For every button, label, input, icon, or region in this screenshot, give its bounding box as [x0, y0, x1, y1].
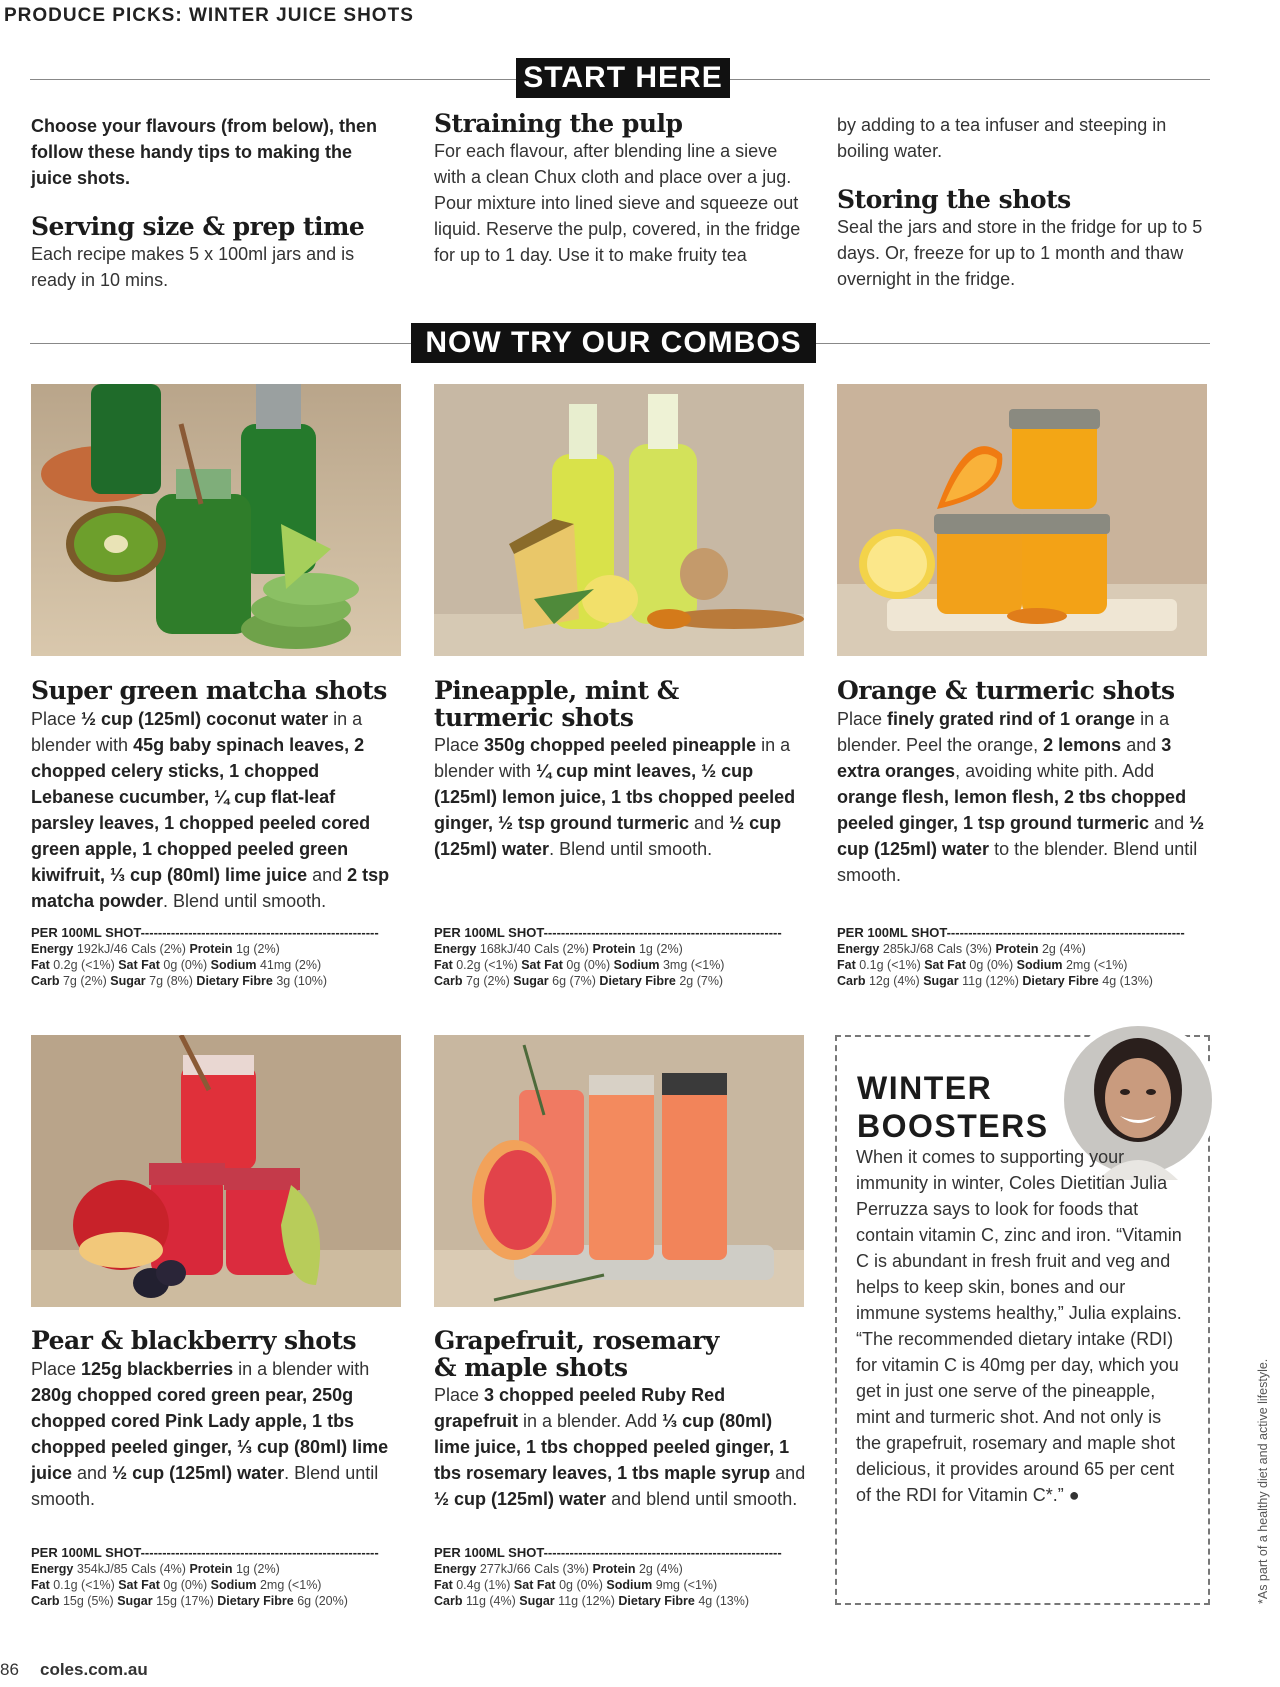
ingredient-text: 45g baby spinach leaves, 2 chopped celery sticks, 1 chopped Lebanese cucumber, ¼ cup flat-leaf parsley leaves, 1 chopped peeled cored green apple, 1 chopped peeled green kiwifruit, ⅓ cup (80ml) lime juice	[31, 735, 371, 885]
fibre-value: 4g (13%)	[698, 1594, 750, 1608]
method-text: in a blender. Add	[518, 1411, 663, 1431]
serving-title: Serving size & prep time	[31, 212, 365, 241]
energy-value: 277kJ/66 Cals (3%)	[479, 1562, 589, 1576]
energy-value: 354kJ/85 Cals (4%)	[76, 1562, 186, 1576]
energy-value: 168kJ/40 Cals (2%)	[479, 942, 589, 956]
method-text: . Blend until smooth.	[31, 1463, 379, 1509]
energy-value: 285kJ/68 Cals (3%)	[882, 942, 992, 956]
protein-value: 2g (4%)	[638, 1562, 683, 1576]
recipe-method	[31, 1356, 401, 1512]
sugar-value: 15g (17%)	[156, 1594, 214, 1608]
serving-body: Each recipe makes 5 x 100ml jars and is ready in 10 mins.	[31, 244, 355, 290]
fat-value: 0.2g (<1%)	[456, 958, 518, 972]
sat-fat-value: 0g (0%)	[969, 958, 1014, 972]
recipe-method	[434, 1382, 806, 1512]
method-text: and blend until smooth.	[606, 1489, 798, 1509]
carb-value: 12g (4%)	[868, 974, 920, 988]
protein-value: 2g (4%)	[1041, 942, 1086, 956]
page-number: 86	[0, 1660, 19, 1679]
recipe-method	[31, 706, 401, 914]
fibre-value: 3g (10%)	[276, 974, 328, 988]
straining-body: For each flavour, after blending line a sieve with a clean Chux cloth and place over a jug. Pour mixture into lined sieve and squeeze out liquid. Reserve the pulp, covered, in the fridge for up to 1 day. Use it to make fruity tea	[434, 141, 801, 265]
orange-shots-photo	[837, 384, 1207, 656]
method-text: Place	[434, 735, 485, 755]
method-text: in a blender with	[31, 709, 363, 755]
straining-title: Straining the pulp	[434, 109, 683, 138]
sat-fat-value: 0g (0%)	[163, 1578, 208, 1592]
method-text: . Blend until smooth.	[549, 839, 713, 859]
sat-fat-value: 0g (0%)	[566, 958, 611, 972]
ingredient-text: ½ cup (125ml) water	[434, 813, 782, 859]
sodium-value: 2mg (<1%)	[259, 1578, 322, 1592]
sodium-value: 3mg (<1%)	[662, 958, 725, 972]
nutrition-label: PER 100ML SHOT	[31, 925, 141, 940]
protein-value: 1g (2%)	[638, 942, 683, 956]
recipe-method	[434, 732, 804, 862]
pear-shots-photo	[31, 1035, 401, 1307]
sugar-value: 7g (8%)	[149, 974, 193, 988]
ingredient-text: ¼ cup mint leaves, ½ cup (125ml) lemon juice, 1 tbs chopped peeled ginger, ½ tsp ground turmeric	[434, 761, 796, 833]
fibre-value: 2g (7%)	[679, 974, 724, 988]
ingredient-text: 3 extra oranges	[837, 735, 1172, 781]
fibre-value: 6g (20%)	[297, 1594, 348, 1608]
sugar-value: 11g (12%)	[558, 1594, 615, 1608]
method-text: and	[1121, 735, 1162, 755]
energy-value: 192kJ/46 Cals (2%)	[76, 942, 186, 956]
ingredient-text: ½ cup (125ml) water	[112, 1463, 285, 1483]
fibre-value: 4g (13%)	[1102, 974, 1153, 988]
recipe-title: Orange & turmeric shots	[837, 676, 1175, 705]
footer-site: coles.com.au	[40, 1660, 148, 1679]
nutrition-label: PER 100ML SHOT	[31, 1545, 141, 1560]
method-text: Place	[837, 709, 888, 729]
section-header: PRODUCE PICKS: WINTER JUICE SHOTS	[4, 5, 414, 26]
method-text: and	[689, 813, 730, 833]
sodium-value: 9mg (<1%)	[655, 1578, 718, 1592]
ingredient-text: ½ cup (125ml) water	[837, 813, 1205, 859]
carb-value: 15g (5%)	[62, 1594, 114, 1608]
method-text: . Blend until smooth.	[163, 891, 327, 911]
side-footnote: *As part of a healthy diet and active lifestyle.	[1256, 1358, 1270, 1604]
nutrition-panel: PER 100ML SHOT------------------------------------------------------- Energy 354kJ/85 Cals (4%) Protein 1g (2%) Fat 0.1g (<1%) Sat Fat 0g (0%) Sodium 2mg (<1%) Carb 15g (5%) Sugar 15g (17%) Dietary Fibre 6g (20%)	[31, 1545, 379, 1608]
fat-value: 0.1g (<1%)	[53, 1578, 115, 1592]
method-text: and	[72, 1463, 113, 1483]
method-text: and	[307, 865, 348, 885]
sugar-value: 6g (7%)	[552, 974, 596, 988]
recipe-title: Super green matcha shots	[31, 676, 387, 705]
method-text: Place	[434, 1385, 485, 1405]
method-text: to the blender. Blend until smooth.	[837, 839, 1198, 885]
intro-text: Choose your flavours (from below), then follow these handy tips to making the juice shots.	[31, 116, 378, 188]
ingredient-text: 2 lemons	[1043, 735, 1122, 755]
ingredient-text: ⅓ cup (80ml) lime juice, 1 tbs chopped peeled ginger, 1 tbs rosemary leaves, 1 tbs maple syrup	[434, 1411, 790, 1483]
sodium-value: 41mg (2%)	[259, 958, 322, 972]
method-text: in a blender with	[434, 735, 791, 781]
method-text: and	[1149, 813, 1190, 833]
method-text: in a blender with	[233, 1359, 370, 1379]
fat-value: 0.1g (<1%)	[859, 958, 921, 972]
ingredient-text: orange flesh, lemon flesh, 2 tbs chopped peeled ginger, 1 tsp ground turmeric	[837, 787, 1187, 833]
carb-value: 7g (2%)	[465, 974, 510, 988]
nutrition-label: PER 100ML SHOT	[837, 925, 947, 940]
storing-body: Seal the jars and store in the fridge for up to 5 days. Or, freeze for up to 1 month and thaw overnight in the fridge.	[837, 217, 1203, 289]
carb-value: 7g (2%)	[62, 974, 107, 988]
ingredient-text: 280g chopped cored green pear, 250g chopped cored Pink Lady apple, 1 tbs chopped peeled ginger, ⅓ cup (80ml) lime juice	[31, 1385, 389, 1483]
recipe-title: Pear & blackberry shots	[31, 1326, 357, 1355]
nutrition-panel: PER 100ML SHOT------------------------------------------------------- Energy 285kJ/68 Cals (3%) Protein 2g (4%) Fat 0.1g (<1%) Sat Fat 0g (0%) Sodium 2mg (<1%) Carb 12g (4%) Sugar 11g (12%) Dietary Fibre 4g (13%)	[837, 925, 1185, 988]
nutrition-panel: PER 100ML SHOT------------------------------------------------------- Energy 168kJ/40 Cals (2%) Protein 1g (2%) Fat 0.2g (<1%) Sat Fat 0g (0%) Sodium 3mg (<1%) Carb 7g (2%) Sugar 6g (7%) Dietary Fibre 2g (7%)	[434, 925, 782, 988]
recipe-method	[837, 706, 1207, 888]
sat-fat-value: 0g (0%)	[163, 958, 208, 972]
start-here-banner: START HERE	[516, 58, 730, 98]
ingredient-text: 3 chopped peeled Ruby Red grapefruit	[434, 1385, 726, 1431]
combos-banner: NOW TRY OUR COMBOS	[411, 323, 816, 363]
sodium-value: 2mg (<1%)	[1065, 958, 1128, 972]
recipe-title: Grapefruit, rosemary & maple shots	[434, 1326, 719, 1382]
ingredient-text: ½ cup (125ml) water	[434, 1489, 607, 1509]
green-shots-photo	[31, 384, 401, 656]
ingredient-text: 2 tsp matcha powder	[31, 865, 390, 911]
method-text: in a blender. Peel the orange,	[837, 709, 1170, 755]
method-text: Place	[31, 1359, 82, 1379]
grapefruit-shots-photo	[434, 1035, 804, 1307]
nutrition-label: PER 100ML SHOT	[434, 1545, 544, 1560]
method-text: Place	[31, 709, 82, 729]
sat-fat-value: 0g (0%)	[559, 1578, 603, 1592]
ingredient-text: 125g blackberries	[81, 1359, 234, 1379]
ingredient-text: ½ cup (125ml) coconut water	[81, 709, 329, 729]
method-text: , avoiding white pith. Add	[955, 761, 1155, 781]
fat-value: 0.2g (<1%)	[53, 958, 115, 972]
sugar-value: 11g (12%)	[962, 974, 1019, 988]
boosters-title: WINTER BOOSTERS	[857, 1070, 1049, 1144]
nutrition-panel: PER 100ML SHOT------------------------------------------------------- Energy 192kJ/46 Cals (2%) Protein 1g (2%) Fat 0.2g (<1%) Sat Fat 0g (0%) Sodium 41mg (2%) Carb 7g (2%) Sugar 7g (8%) Dietary Fibre 3g (10%)	[31, 925, 379, 988]
straining-continued: by adding to a tea infuser and steeping in boiling water.	[837, 115, 1167, 161]
carb-value: 11g (4%)	[465, 1594, 516, 1608]
pineapple-shots-photo	[434, 384, 804, 656]
method-text: and	[770, 1463, 806, 1483]
boosters-text: When it comes to supporting your immunity in winter, Coles Dietitian Julia Perruzza says to look for foods that contain vitamin C, zinc and iron. “Vitamin C is abundant in fresh fruit and veg and helps to keep skin, bones and our immune systems healthy,” Julia explains. “The recommended dietary intake (RDI) for vitamin C is 40mg per day, which you get in just one serve of the pineapple, mint and turmeric shot. And not only is the grapefruit, rosemary and maple shot delicious, it provides around 65 per cent of the RDI for Vitamin C*.” ●	[856, 1147, 1182, 1505]
ingredient-text: finely grated rind of 1 orange	[887, 709, 1136, 729]
ingredient-text: 350g chopped peeled pineapple	[484, 735, 757, 755]
recipe-title: Pineapple, mint & turmeric shots	[434, 676, 679, 732]
protein-value: 1g (2%)	[235, 942, 280, 956]
fat-value: 0.4g (1%)	[456, 1578, 511, 1592]
storing-title: Storing the shots	[837, 185, 1071, 214]
protein-value: 1g (2%)	[235, 1562, 280, 1576]
nutrition-label: PER 100ML SHOT	[434, 925, 544, 940]
nutrition-panel: PER 100ML SHOT------------------------------------------------------- Energy 277kJ/66 Cals (3%) Protein 2g (4%) Fat 0.4g (1%) Sat Fat 0g (0%) Sodium 9mg (<1%) Carb 11g (4%) Sugar 11g (12%) Dietary Fibre 4g (13%)	[434, 1545, 782, 1608]
